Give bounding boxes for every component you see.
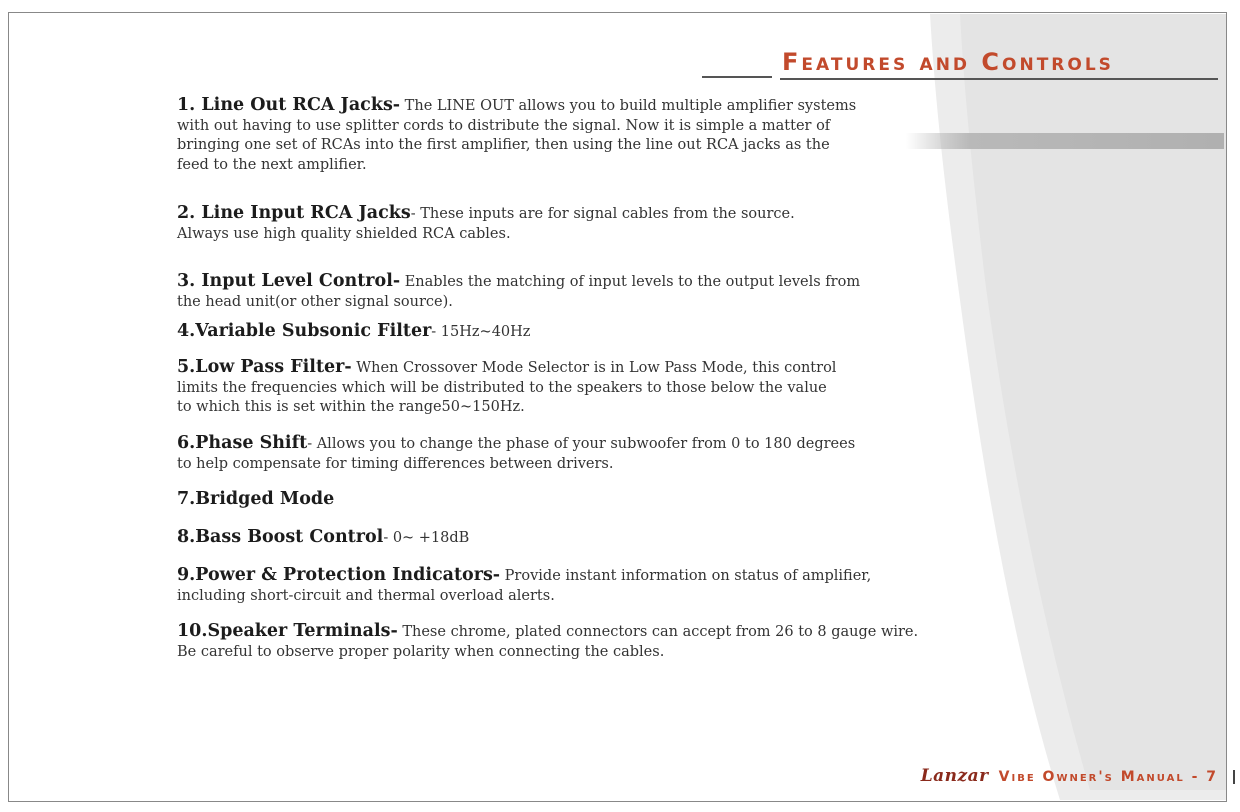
feature-text: - Allows you to change the phase of your subwoofer from 0 to 180 degrees bbox=[307, 436, 856, 452]
feature-text: - 0~ +18dB bbox=[383, 530, 470, 546]
feature-item-6 bbox=[177, 434, 977, 474]
feature-text-line: Always use high quality shielded RCA cables. bbox=[177, 225, 511, 242]
feature-text: Enables the matching of input levels to the output levels from bbox=[400, 274, 861, 290]
feature-heading: 3. Input Level Control- bbox=[177, 271, 401, 291]
feature-heading: 5.Low Pass Filter- bbox=[177, 357, 352, 377]
header-rule bbox=[780, 78, 1218, 80]
feature-text-line: including short-circuit and thermal overload alerts. bbox=[177, 587, 555, 604]
brand-logo: Lanzar bbox=[920, 766, 989, 786]
feature-item-7 bbox=[177, 490, 977, 511]
feature-item-2 bbox=[177, 204, 977, 244]
feature-text-line: to which this is set within the range50~150Hz. bbox=[177, 399, 525, 415]
feature-item-1 bbox=[177, 96, 977, 175]
feature-text: These chrome, plated connectors can accept from 26 to 8 gauge wire. bbox=[397, 624, 919, 640]
footer-text: Vibe Owner's Manual - 7 bbox=[998, 769, 1218, 785]
feature-item-9 bbox=[177, 566, 977, 606]
feature-heading: 8.Bass Boost Control bbox=[177, 527, 384, 547]
feature-text-line: bringing one set of RCAs into the first amplifier, then using the line out RCA jacks as the bbox=[177, 137, 830, 153]
feature-text-line: Be careful to observe proper polarity when connecting the cables. bbox=[177, 643, 665, 660]
page-footer bbox=[848, 766, 1218, 790]
page-title: Features and Controls bbox=[782, 48, 1114, 76]
feature-item-3 bbox=[177, 272, 977, 312]
feature-heading: 2. Line Input RCA Jacks bbox=[177, 203, 411, 223]
feature-heading: 9.Power & Protection Indicators- bbox=[177, 565, 501, 585]
feature-text: When Crossover Mode Selector is in Low Pass Mode, this control bbox=[351, 360, 837, 376]
feature-heading: 6.Phase Shift bbox=[177, 433, 308, 453]
header-rule-left bbox=[702, 76, 772, 78]
feature-heading: 7.Bridged Mode bbox=[177, 489, 335, 509]
feature-text-line: the head unit(or other signal source). bbox=[177, 293, 453, 310]
feature-text: Provide instant information on status of amplifier, bbox=[500, 568, 872, 584]
page-right-border bbox=[1226, 12, 1227, 802]
feature-heading: 4.Variable Subsonic Filter bbox=[177, 321, 432, 341]
feature-item-8 bbox=[177, 528, 977, 549]
page-edge-mark bbox=[1233, 770, 1235, 784]
feature-item-5 bbox=[177, 358, 977, 418]
feature-heading: 1. Line Out RCA Jacks- bbox=[177, 95, 401, 115]
feature-text-line: to help compensate for timing differences between drivers. bbox=[177, 455, 614, 472]
feature-text: - 15Hz~40Hz bbox=[431, 324, 531, 340]
feature-text-line: limits the frequencies which will be distributed to the speakers to those below the value bbox=[177, 379, 827, 396]
feature-text: - These inputs are for signal cables from the source. bbox=[410, 206, 795, 222]
feature-text-line: with out having to use splitter cords to distribute the signal. Now it is simple a matter of bbox=[177, 117, 831, 134]
feature-heading: 10.Speaker Terminals- bbox=[177, 621, 398, 641]
feature-item-4 bbox=[177, 322, 977, 343]
feature-text: The LINE OUT allows you to build multiple amplifier systems bbox=[400, 98, 857, 114]
feature-text-line: feed to the next amplifier. bbox=[177, 156, 367, 173]
feature-item-10 bbox=[177, 622, 977, 662]
